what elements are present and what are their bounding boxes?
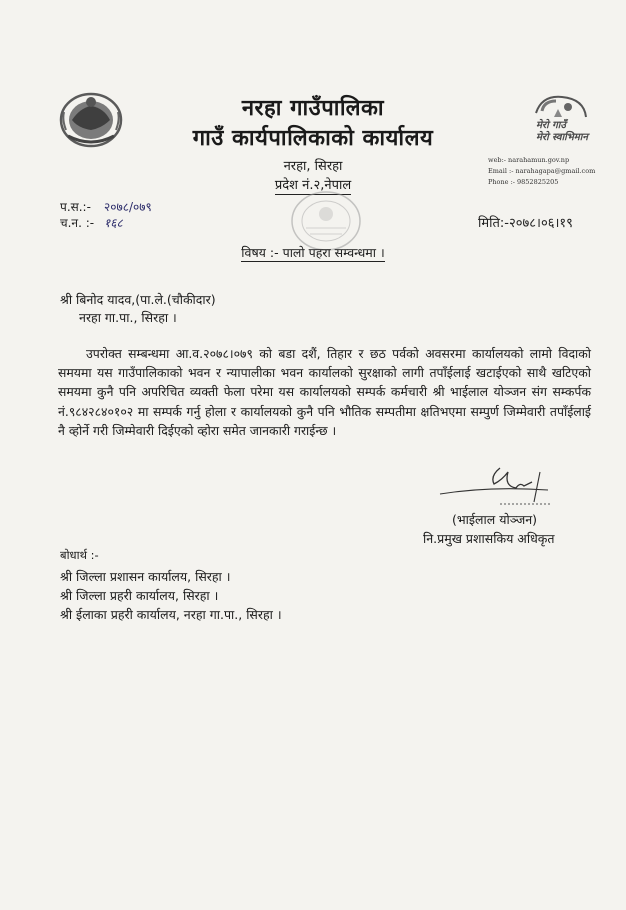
handwritten-signature [430,462,570,508]
ps-reference: प.स.:- २०७८/०७९ [60,200,152,214]
website-text: web:- narahamun.gov.np [488,156,570,164]
email-text: Email :- narahagapa@gmail.com [488,167,596,175]
subject-line: विषय :- पालो पहरा सम्वन्धमा । [241,245,385,260]
location-text: नरहा, सिरहा [283,159,343,174]
phone-text: Phone :- 9852825205 [488,178,559,186]
cc-item: श्री ईलाका प्रहरी कार्यालय, नरहा गा.पा., सिरहा । [60,607,282,622]
province-text: प्रदेश नं.२,नेपाल [274,178,352,193]
signatory-title: नि.प्रमुख प्रशासकिय अधिकृत [423,531,555,546]
cc-item: श्री जिल्ला प्रशासन कार्यालय, सिरहा । [60,569,231,584]
letter-body: उपरोक्त सम्बन्धमा आ.व.२०७८।०७९ को बडा दशैं, तिहार र छठ पर्वको अवसरमा कार्यालयको लामो विदाको समयमा यस गाउँपालिकाको भवन र न्यापालीका भवन कार्यालको सुरक्षाको लागी तपाँईलाई खटाईएको साथै खटिएको समयमा कुनै पनि अपरिचित व्यक्ती फेला परेमा यस कार्यालयको सम्पर्क कर्मचारी श्री भाईलाल योञ्जन संग सम्कर्पक नं.९८४२८४०१०२ मा सम्पर्क गर्नु होला र कार्यालयको कुनै पनि भौतिक सम्पतीमा क्षतिभएमा सम्पुर्ण जिम्मेवारी तपाँईलाई नै व्होर्ने गरी जिम्मेवारी दिईएको व्होरा समेत जानकारी गराईन्छ । [58,346,591,438]
logo-text-line1: मेरो गाउँ [536,120,566,131]
letter-date: मिति:-२०७८।०६।१९ [478,216,573,231]
office-title: गाउँ कार्यपालिकाको कार्यालय [192,126,434,151]
addressee-name: श्री बिनोद यादव,(पा.ले.(चौकीदार) [60,292,216,307]
signatory-name: (भाईलाल योञ्जन) [452,512,538,527]
cc-heading: बोधार्थ :- [60,548,99,562]
cn-reference: च.न. :- १६८ [60,216,123,230]
cc-item: श्री जिल्ला प्रहरी कार्यालय, सिरहा । [60,588,219,603]
logo-text-line2: मेरो स्वाभिमान [536,132,588,143]
municipality-title: नरहा गाउँपालिका [241,96,385,121]
addressee-location: नरहा गा.पा., सिरहा । [79,310,177,325]
